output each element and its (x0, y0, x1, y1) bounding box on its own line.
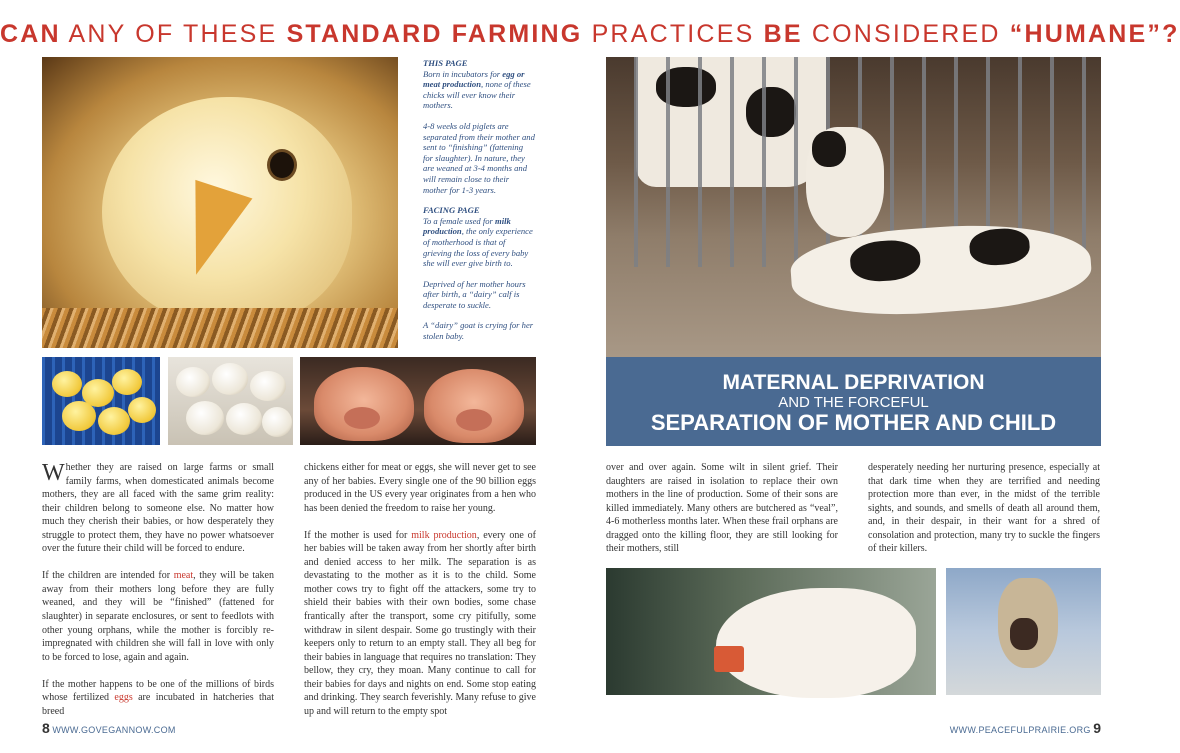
highlight-eggs: eggs (114, 692, 133, 704)
body-column-3 (606, 461, 838, 569)
caption-text: , none of these chicks will ever know their mothers. (423, 79, 531, 111)
body-text: If the children are intended for (42, 570, 174, 582)
footer-url-left[interactable]: WWW.GOVEGANNOW.COM (52, 725, 176, 735)
body-paragraph: chickens either for meat or eggs, she will never get to see any of her babies. Every single one of the 90 billion eggs produced in the US every year originates from a hen who has been denied the freedom to raise her young. (304, 462, 536, 514)
caption-text: To a female used for (423, 215, 496, 226)
chick (212, 363, 248, 395)
duckling (112, 369, 142, 395)
page-number-right: 9 (1093, 720, 1101, 736)
footer-right (950, 720, 1101, 736)
footer-url-right[interactable]: WWW.PEACEFULPRAIRIE.ORG (949, 725, 1091, 735)
piglet-snout (344, 407, 380, 429)
caption-emphasis: milk production (423, 215, 511, 237)
calf-suckling-photo (606, 568, 936, 695)
piglet-snout (456, 409, 492, 431)
white-chicks-photo (168, 357, 293, 445)
body-text: , they will be taken away from their mothers long before they are fully weaned, and they will be “finished” (fattened for slaughter) in separate enclosures, or sent to feedlots with other young orphans, while the mother is forcibly re-impregnated with children she will fall in love with only to be forced to lose, again and again. (42, 570, 274, 663)
piglet (424, 369, 524, 443)
piglet (314, 367, 414, 441)
banner-line-2: AND THE FORCEFUL (778, 394, 929, 411)
headline-word: CONSIDERED (811, 20, 1001, 48)
headline-word: STANDARD FARMING (286, 20, 583, 48)
banner-line-1: MATERNAL DEPRIVATION (722, 371, 985, 394)
body-text: hether they are raised on large farms or small family farms, when domesticated animals become mothers, they are all faced with the same grim reality: their children belong to someone else. No matter how much they cherish their babies, or how desperately they struggle to protect them, they have no power whatsoever over the future their child will be forced to endure. (42, 462, 274, 555)
cow-and-calf-photo (606, 57, 1101, 357)
caption-label: THIS PAGE (423, 58, 468, 68)
body-text: , every one of her babies will be taken away from her shortly after birth and denied access to her milk. The separation is as devastating to the mother as it is to the child. Some mother cows try to fight off the attackers, some try to shield their babies with their own bodies, some chase frantically after the transport, some cry pitifully, some withdraw in silent despair. Some go trustingly with their keepers only to return to an empty stall. They all beg for their babies in language that requires no translation: They bellow, they cry, they moan. Many continue to call for their babies for days and nights on end. Some stop eating and drinking. They search feverishly. Many refuse to give up and will return to the empty spot (304, 529, 536, 717)
ear-tag (714, 646, 744, 672)
chick (176, 367, 210, 397)
chick (186, 401, 224, 435)
body-paragraph: desperately needing her nurturing presence, especially at that dark time when they are terrified and needing protection more than ever, in the midst of the terrible sights, and sounds, and smells of death all around them, and, in their despair, in their want for a shred of consolation and protection, many try to suckle the fingers of their killers. (868, 462, 1100, 555)
headline-word: “HUMANE”? (1009, 20, 1180, 48)
cow-spot (812, 131, 846, 167)
headline-word: BE (763, 20, 803, 48)
body-column-2 (304, 461, 536, 732)
photo-captions (423, 58, 535, 352)
caption-goat: A “dairy” goat is crying for her stolen baby. (423, 320, 534, 342)
highlight-meat: meat (173, 570, 194, 582)
piglets-photo (300, 357, 536, 445)
duckling (128, 397, 156, 423)
calf-spot (968, 227, 1030, 267)
body-paragraph (42, 461, 274, 556)
duckling (52, 371, 82, 397)
body-paragraph (304, 529, 536, 719)
caption-calf: Deprived of her mother hours after birth, a “dairy” calf is desperate to suckle. (423, 278, 526, 310)
caption-this-page (423, 58, 535, 111)
body-text: are incubated in hatcheries that breed (42, 692, 274, 717)
caption-label: FACING PAGE (423, 205, 480, 216)
chick (226, 403, 262, 435)
headline-word: PRACTICES (591, 20, 755, 48)
headline-word: CAN (0, 20, 61, 48)
section-banner (606, 357, 1101, 446)
body-paragraph: over and over again. Some wilt in silent grief. Their daughters are raised in isolation to replace their own mothers in the line of production. Some of their sons are killed immediately. Many others are butchered as “veal”, 4-6 motherless months later. When these frail orphans are dragged onto the killing floor, they are still looking for their mothers, still (606, 462, 838, 555)
headline (0, 20, 1180, 49)
chick (250, 371, 286, 401)
chick-eye (270, 152, 294, 178)
calf-spot (849, 238, 922, 283)
chick (262, 407, 292, 437)
body-text: If the mother happens to be one of the millions of birds whose fertilized (42, 678, 274, 704)
goat-mouth (1010, 618, 1038, 650)
calf-head (716, 588, 916, 698)
cow-head (806, 127, 884, 237)
caption-text: Born in incubators for (423, 68, 503, 79)
banner-line-3: SEPARATION OF MOTHER AND CHILD (650, 410, 1057, 435)
chick-photo (42, 57, 398, 348)
caption-facing-page (423, 205, 535, 269)
body-column-1 (42, 461, 274, 732)
duckling (98, 407, 130, 435)
drop-cap: W (42, 460, 65, 486)
headline-word: ANY OF THESE (68, 20, 278, 48)
ducklings-crate-photo (42, 357, 160, 445)
page-number-left: 8 (42, 720, 50, 736)
caption-piglets: 4-8 weeks old piglets are separated from their mother and sent to “finishing” (fattening for slaughter). In nature, they are weaned at 3-4 months and will remain close to their mother for 1-3 years. (423, 120, 535, 195)
duckling (62, 401, 96, 431)
caption-emphasis: egg or meat production (423, 68, 525, 90)
body-text: If the mother is used for (304, 529, 412, 541)
caption-text: , the only experience of motherhood is that of grieving the loss of every baby she will ever give birth to. (423, 226, 533, 269)
highlight-milk-production: milk production (411, 529, 477, 541)
body-paragraph (42, 569, 274, 664)
body-column-4 (868, 461, 1100, 569)
straw-bedding (42, 308, 398, 348)
body-paragraph (42, 678, 274, 719)
footer-left (42, 720, 176, 736)
crying-goat-photo (946, 568, 1101, 695)
